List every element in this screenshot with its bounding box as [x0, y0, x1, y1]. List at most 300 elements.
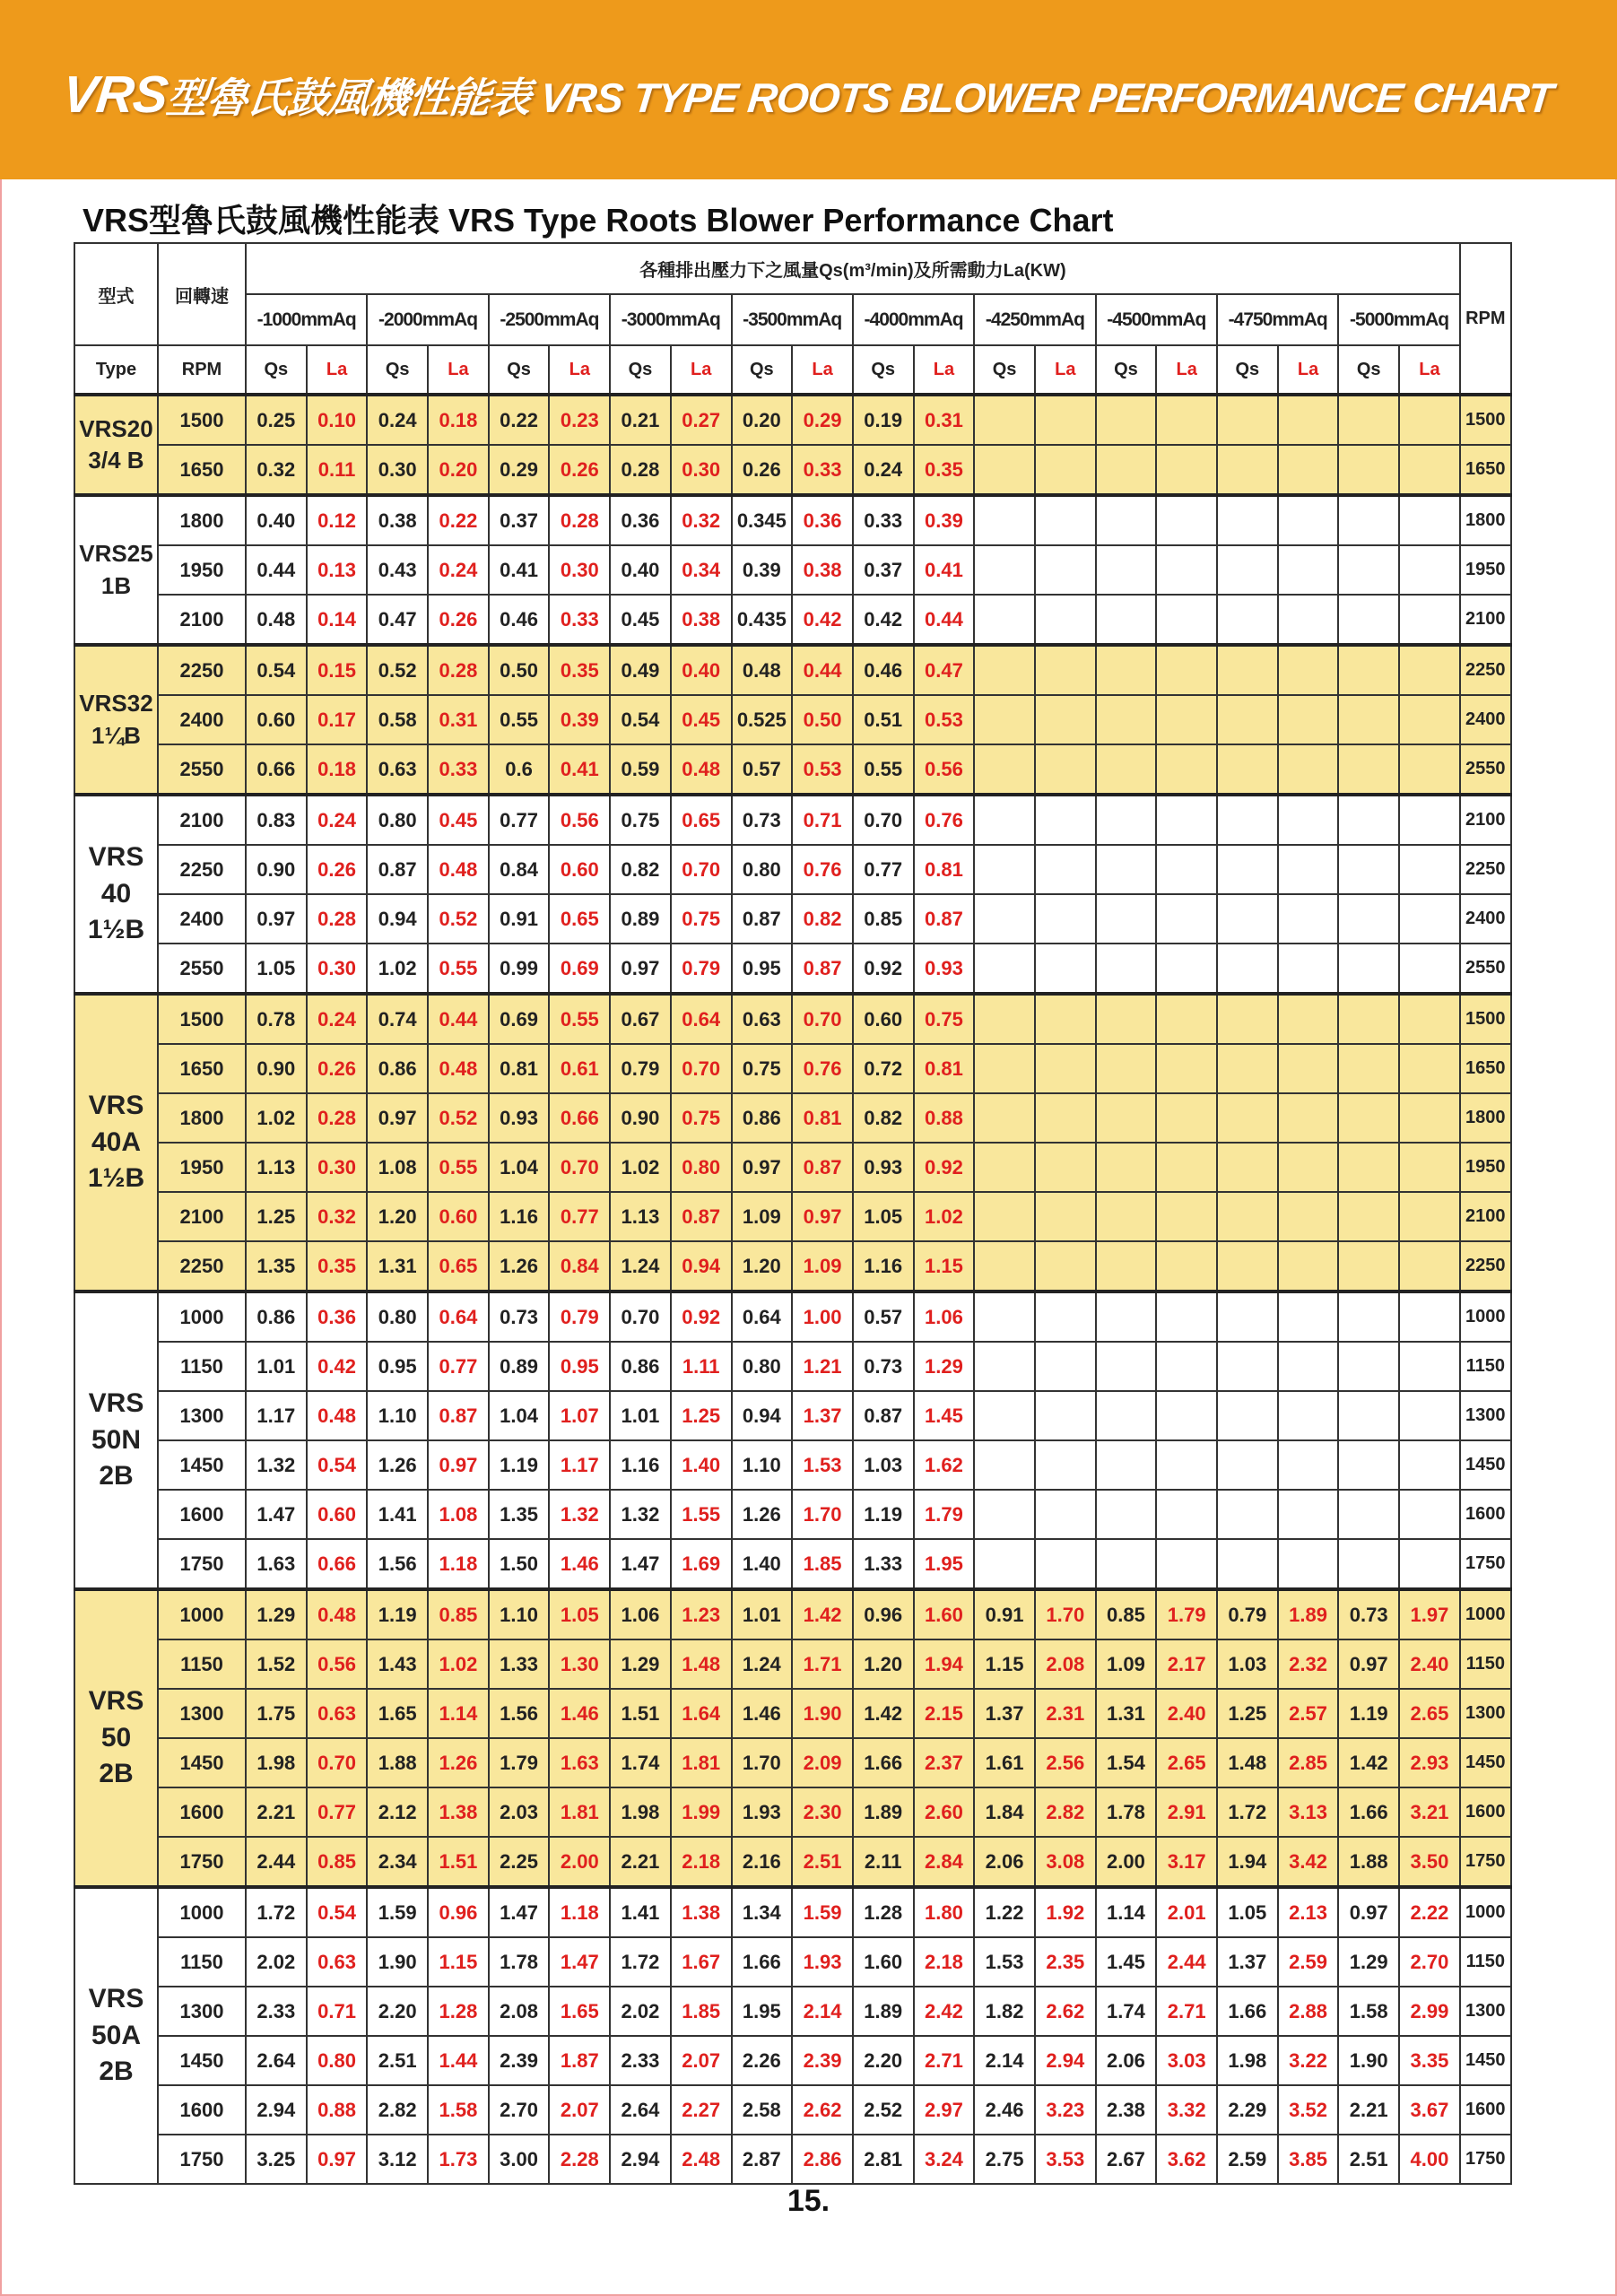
la-value-cell	[1399, 1391, 1460, 1440]
qs-value-cell: 1.42	[853, 1689, 914, 1738]
la-value-cell: 0.56	[914, 744, 975, 795]
qs-value-cell	[1338, 1391, 1399, 1440]
qs-value-cell: 0.60	[853, 994, 914, 1044]
model-type-cell	[74, 1292, 158, 1589]
qs-value-cell: 1.40	[732, 1539, 793, 1589]
rpm-right-cell: 1650	[1460, 445, 1511, 495]
qs-value-cell: 1.19	[853, 1490, 914, 1539]
la-value-cell: 1.38	[671, 1887, 732, 1937]
qs-value-cell	[1217, 744, 1278, 795]
rpm-cell: 1600	[158, 1787, 246, 1837]
la-value-cell	[1399, 994, 1460, 1044]
rpm-cell: 2100	[158, 795, 246, 845]
table-row	[74, 545, 1511, 595]
qs-value-cell: 1.65	[367, 1689, 428, 1738]
qs-value-cell	[974, 795, 1035, 845]
qs-value-cell	[974, 1093, 1035, 1143]
qs-value-cell: 0.79	[610, 1044, 671, 1093]
la-value-cell: 0.85	[428, 1589, 489, 1639]
la-value-cell: 0.79	[671, 944, 732, 994]
qs-value-cell: 0.60	[246, 695, 307, 744]
qs-value-cell: 2.12	[367, 1787, 428, 1837]
qs-value-cell: 0.54	[246, 645, 307, 695]
la-value-cell: 0.24	[428, 545, 489, 595]
la-value-cell: 1.79	[1156, 1589, 1217, 1639]
rpm-right-cell: 2100	[1460, 1192, 1511, 1241]
la-value-cell: 1.42	[792, 1589, 853, 1639]
la-value-cell: 0.24	[307, 994, 368, 1044]
qs-value-cell: 1.29	[246, 1589, 307, 1639]
la-value-cell: 1.59	[792, 1887, 853, 1937]
la-value-cell: 2.42	[914, 1987, 975, 2036]
qs-value-cell: 0.80	[732, 1342, 793, 1391]
model-type-line: VRS20	[79, 414, 153, 442]
la-value-cell: 2.59	[1278, 1937, 1339, 1987]
la-value-cell	[1156, 1490, 1217, 1539]
qs-value-cell	[1217, 1093, 1278, 1143]
qs-value-cell: 0.81	[489, 1044, 550, 1093]
la-value-cell	[1278, 695, 1339, 744]
qs-value-cell: 0.19	[853, 395, 914, 445]
rpm-cell: 2550	[158, 944, 246, 994]
la-header: La	[1035, 345, 1096, 395]
qs-value-cell: 0.97	[610, 944, 671, 994]
la-value-cell: 1.97	[1399, 1589, 1460, 1639]
qs-value-cell: 0.75	[732, 1044, 793, 1093]
table-row	[74, 1987, 1511, 2036]
qs-value-cell: 2.08	[489, 1987, 550, 2036]
qs-value-cell: 2.51	[367, 2036, 428, 2085]
model-type-line: 50A	[91, 2020, 142, 2050]
rpm-right-cell: 1450	[1460, 1738, 1511, 1787]
qs-value-cell: 0.30	[367, 445, 428, 495]
table-row	[74, 1044, 1511, 1093]
la-value-cell	[1156, 695, 1217, 744]
la-value-cell	[1156, 1539, 1217, 1589]
qs-value-cell: 0.97	[246, 894, 307, 944]
qs-value-cell: 2.29	[1217, 2085, 1278, 2135]
la-value-cell: 1.70	[1035, 1589, 1096, 1639]
qs-value-cell: 0.77	[853, 845, 914, 894]
qs-value-cell: 2.20	[367, 1987, 428, 2036]
la-value-cell: 1.94	[914, 1639, 975, 1689]
qs-value-cell	[1338, 1143, 1399, 1192]
la-value-cell: 2.39	[792, 2036, 853, 2085]
qs-value-cell	[1096, 1093, 1157, 1143]
la-value-cell	[1278, 994, 1339, 1044]
qs-value-cell: 0.87	[367, 845, 428, 894]
la-value-cell: 0.30	[671, 445, 732, 495]
rpm-right-cell: 1750	[1460, 1539, 1511, 1589]
qs-value-cell: 1.29	[1338, 1937, 1399, 1987]
la-value-cell: 2.51	[792, 1837, 853, 1887]
qs-value-cell: 0.78	[246, 994, 307, 1044]
qs-value-cell: 0.50	[489, 645, 550, 695]
qs-value-cell: 1.05	[246, 944, 307, 994]
la-value-cell	[1156, 845, 1217, 894]
rpm-cell: 2550	[158, 744, 246, 795]
qs-value-cell: 1.66	[732, 1937, 793, 1987]
la-value-cell: 0.15	[307, 645, 368, 695]
model-type-line: VRS	[88, 1091, 144, 1121]
qs-value-cell: 1.10	[489, 1589, 550, 1639]
la-value-cell: 0.71	[792, 795, 853, 845]
rpm-cell: 2400	[158, 695, 246, 744]
qs-value-cell	[1217, 445, 1278, 495]
qs-value-cell: 1.82	[974, 1987, 1035, 2036]
qs-value-cell: 1.26	[489, 1241, 550, 1292]
model-type-line: 1¼B	[91, 721, 141, 749]
la-value-cell: 0.22	[428, 495, 489, 545]
la-value-cell: 1.90	[792, 1689, 853, 1738]
la-value-cell: 0.30	[549, 545, 610, 595]
la-value-cell: 1.51	[428, 1837, 489, 1887]
la-value-cell: 0.14	[307, 595, 368, 645]
qs-value-cell: 0.36	[610, 495, 671, 545]
qs-value-cell: 1.31	[367, 1241, 428, 1292]
la-value-cell: 1.29	[914, 1342, 975, 1391]
qs-value-cell	[1338, 1044, 1399, 1093]
rpm-cell: 2400	[158, 894, 246, 944]
qs-value-cell: 2.59	[1217, 2135, 1278, 2184]
la-value-cell: 2.71	[1156, 1987, 1217, 2036]
la-value-cell: 1.09	[792, 1241, 853, 1292]
qs-value-cell: 0.73	[489, 1292, 550, 1342]
qs-value-cell: 3.00	[489, 2135, 550, 2184]
la-value-cell: 2.18	[671, 1837, 732, 1887]
rpm-cell: 1450	[158, 1440, 246, 1490]
la-value-cell: 0.30	[307, 1143, 368, 1192]
pressure-header: -2500mmAq	[489, 294, 610, 345]
pressure-header: -4750mmAq	[1217, 294, 1338, 345]
qs-value-cell: 1.93	[732, 1787, 793, 1837]
table-row	[74, 695, 1511, 744]
qs-value-cell: 0.26	[732, 445, 793, 495]
model-type-line: 50N	[91, 1424, 142, 1455]
rpm-cell: 1500	[158, 994, 246, 1044]
qs-value-cell: 3.25	[246, 2135, 307, 2184]
model-type-line: 1½B	[87, 915, 145, 945]
qs-value-cell: 0.94	[732, 1391, 793, 1440]
la-value-cell: 0.79	[549, 1292, 610, 1342]
rpm-cell: 2250	[158, 645, 246, 695]
qs-value-cell	[1338, 894, 1399, 944]
qs-value-cell: 2.38	[1096, 2085, 1157, 2135]
qs-value-cell	[1096, 744, 1157, 795]
qs-value-cell	[1217, 695, 1278, 744]
pressure-header: -1000mmAq	[246, 294, 367, 345]
la-value-cell: 0.60	[307, 1490, 368, 1539]
qs-header: Qs	[246, 345, 307, 395]
qs-value-cell: 0.91	[489, 894, 550, 944]
rpm-cell: 1450	[158, 1738, 246, 1787]
la-value-cell	[1156, 994, 1217, 1044]
la-value-cell: 1.46	[549, 1689, 610, 1738]
qs-value-cell: 1.17	[246, 1391, 307, 1440]
rpm-cell: 2250	[158, 1241, 246, 1292]
qs-value-cell: 0.80	[367, 795, 428, 845]
la-value-cell	[1156, 595, 1217, 645]
qs-value-cell: 1.47	[610, 1539, 671, 1589]
la-value-cell: 0.35	[549, 645, 610, 695]
la-value-cell: 1.37	[792, 1391, 853, 1440]
la-value-cell: 1.92	[1035, 1887, 1096, 1937]
qs-value-cell: 0.42	[853, 595, 914, 645]
la-value-cell: 1.47	[549, 1937, 610, 1987]
la-value-cell: 2.14	[792, 1987, 853, 2036]
qs-value-cell: 2.00	[1096, 1837, 1157, 1887]
model-type-line: VRS	[88, 1388, 144, 1419]
la-value-cell: 0.33	[549, 595, 610, 645]
model-type-line: 40A	[91, 1126, 142, 1157]
rpm-right-cell: 1300	[1460, 1391, 1511, 1440]
rpm-cell: 1300	[158, 1689, 246, 1738]
la-value-cell: 2.60	[914, 1787, 975, 1837]
la-value-cell: 0.18	[428, 395, 489, 445]
rpm-right-cell: 1150	[1460, 1639, 1511, 1689]
qs-value-cell: 2.51	[1338, 2135, 1399, 2184]
qs-value-cell: 1.50	[489, 1539, 550, 1589]
banner-title-prefix: VRS	[59, 65, 170, 124]
table-row	[74, 1241, 1511, 1292]
la-value-cell: 2.84	[914, 1837, 975, 1887]
la-value-cell: 1.70	[792, 1490, 853, 1539]
la-value-cell: 0.44	[914, 595, 975, 645]
qs-value-cell: 0.97	[1338, 1639, 1399, 1689]
rpm-right-cell: 2550	[1460, 944, 1511, 994]
qs-header: Qs	[974, 345, 1035, 395]
la-value-cell	[1278, 744, 1339, 795]
qs-value-cell	[1217, 795, 1278, 845]
qs-value-cell: 0.82	[853, 1093, 914, 1143]
qs-value-cell: 1.89	[853, 1787, 914, 1837]
qs-value-cell	[974, 645, 1035, 695]
table-row	[74, 944, 1511, 994]
la-value-cell	[1278, 1391, 1339, 1440]
rpm-right-cell: 1300	[1460, 1987, 1511, 2036]
la-value-cell: 2.28	[549, 2135, 610, 2184]
la-value-cell: 0.87	[792, 1143, 853, 1192]
la-value-cell: 1.65	[549, 1987, 610, 2036]
qs-value-cell: 1.09	[732, 1192, 793, 1241]
la-value-cell	[1399, 1292, 1460, 1342]
qs-value-cell: 1.16	[610, 1440, 671, 1490]
qs-value-cell: 1.75	[246, 1689, 307, 1738]
la-value-cell: 1.87	[549, 2036, 610, 2085]
qs-header: Qs	[732, 345, 793, 395]
qs-value-cell: 1.60	[853, 1937, 914, 1987]
la-value-cell	[1399, 1539, 1460, 1589]
rpm-cell: 1000	[158, 1589, 246, 1639]
qs-value-cell: 1.22	[974, 1887, 1035, 1937]
la-value-cell: 0.34	[671, 545, 732, 595]
qs-value-cell: 0.24	[853, 445, 914, 495]
qs-value-cell: 1.06	[610, 1589, 671, 1639]
la-value-cell: 2.13	[1278, 1887, 1339, 1937]
qs-value-cell: 0.97	[367, 1093, 428, 1143]
qs-header: Qs	[1217, 345, 1278, 395]
qs-value-cell: 0.85	[853, 894, 914, 944]
qs-value-cell: 0.6	[489, 744, 550, 795]
la-value-cell: 1.73	[428, 2135, 489, 2184]
qs-value-cell: 1.78	[489, 1937, 550, 1987]
rpm-cell: 1750	[158, 2135, 246, 2184]
la-value-cell: 0.23	[549, 395, 610, 445]
la-value-cell: 1.63	[549, 1738, 610, 1787]
qs-value-cell	[1096, 845, 1157, 894]
qs-value-cell: 1.05	[1217, 1887, 1278, 1937]
qs-value-cell	[1338, 795, 1399, 845]
rpm-right-cell: 1150	[1460, 1937, 1511, 1987]
table-row	[74, 1192, 1511, 1241]
la-value-cell: 1.81	[549, 1787, 610, 1837]
qs-value-cell	[1096, 1292, 1157, 1342]
la-value-cell: 0.76	[792, 1044, 853, 1093]
qs-value-cell	[1338, 1490, 1399, 1539]
la-header: La	[914, 345, 975, 395]
qs-value-cell: 1.01	[610, 1391, 671, 1440]
banner-title-rest: 型魯氏鼓風機性能表 VRS TYPE ROOTS BLOWER PERFORMANCE CHART	[164, 74, 1555, 121]
la-value-cell	[1278, 1192, 1339, 1241]
qs-value-cell	[1096, 1490, 1157, 1539]
la-value-cell: 2.97	[914, 2085, 975, 2135]
qs-value-cell: 2.16	[732, 1837, 793, 1887]
rpm-header-en: RPM	[158, 345, 246, 395]
la-value-cell	[1278, 894, 1339, 944]
qs-value-cell	[974, 1539, 1035, 1589]
la-value-cell	[1399, 495, 1460, 545]
la-value-cell: 2.65	[1399, 1689, 1460, 1738]
rpm-right-cell: 2100	[1460, 595, 1511, 645]
qs-value-cell: 0.57	[853, 1292, 914, 1342]
la-value-cell: 3.52	[1278, 2085, 1339, 2135]
qs-value-cell: 2.33	[610, 2036, 671, 2085]
type-header-en: Type	[74, 345, 158, 395]
la-value-cell: 0.65	[671, 795, 732, 845]
qs-value-cell: 1.35	[246, 1241, 307, 1292]
qs-value-cell: 0.82	[610, 845, 671, 894]
qs-value-cell	[1096, 645, 1157, 695]
la-value-cell: 0.87	[671, 1192, 732, 1241]
la-value-cell: 1.44	[428, 2036, 489, 2085]
qs-value-cell	[1338, 1539, 1399, 1589]
qs-value-cell	[974, 894, 1035, 944]
qs-value-cell: 1.51	[610, 1689, 671, 1738]
la-header: La	[549, 345, 610, 395]
la-value-cell: 0.33	[428, 744, 489, 795]
table-row	[74, 1589, 1511, 1639]
qs-value-cell: 2.33	[246, 1987, 307, 2036]
la-value-cell: 2.22	[1399, 1887, 1460, 1937]
rpm-right-cell: 1750	[1460, 2135, 1511, 2184]
la-value-cell: 0.32	[307, 1192, 368, 1241]
qs-value-cell: 0.47	[367, 595, 428, 645]
la-value-cell	[1156, 1342, 1217, 1391]
qs-value-cell: 0.37	[853, 545, 914, 595]
qs-value-cell: 1.32	[246, 1440, 307, 1490]
rpm-right-cell: 1600	[1460, 1787, 1511, 1837]
qs-value-cell: 1.31	[1096, 1689, 1157, 1738]
la-value-cell	[1278, 944, 1339, 994]
la-value-cell: 1.17	[549, 1440, 610, 1490]
rpm-right-cell: 1450	[1460, 1440, 1511, 1490]
qs-value-cell: 1.29	[610, 1639, 671, 1689]
qs-value-cell	[974, 1044, 1035, 1093]
qs-value-cell	[974, 395, 1035, 445]
la-value-cell: 0.60	[549, 845, 610, 894]
qs-value-cell	[1338, 744, 1399, 795]
rpm-right-cell: 1600	[1460, 1490, 1511, 1539]
la-value-cell: 0.28	[549, 495, 610, 545]
rpm-cell: 1750	[158, 1837, 246, 1887]
table-row	[74, 1143, 1511, 1192]
pressure-header: -3500mmAq	[732, 294, 853, 345]
rpm-cell: 1300	[158, 1987, 246, 2036]
qs-value-cell: 0.40	[246, 495, 307, 545]
la-value-cell: 1.38	[428, 1787, 489, 1837]
la-value-cell	[1399, 1490, 1460, 1539]
rpm-right-cell: 1450	[1460, 2036, 1511, 2085]
qs-value-cell	[1217, 845, 1278, 894]
qs-value-cell	[974, 695, 1035, 744]
la-value-cell: 0.30	[307, 944, 368, 994]
qs-value-cell: 2.52	[853, 2085, 914, 2135]
la-value-cell: 3.03	[1156, 2036, 1217, 2085]
la-value-cell	[1156, 744, 1217, 795]
qs-value-cell: 0.83	[246, 795, 307, 845]
model-type-line: 2B	[99, 1461, 134, 1492]
model-type-line: 3/4 B	[88, 447, 144, 474]
la-value-cell: 0.63	[307, 1689, 368, 1738]
qs-value-cell	[1096, 894, 1157, 944]
qs-value-cell	[1338, 1292, 1399, 1342]
qs-value-cell: 0.41	[489, 545, 550, 595]
la-value-cell: 2.93	[1399, 1738, 1460, 1787]
rpm-cell: 1800	[158, 495, 246, 545]
la-value-cell: 0.26	[307, 1044, 368, 1093]
rpm-cell: 1500	[158, 395, 246, 445]
qs-value-cell: 2.94	[246, 2085, 307, 2135]
page-number: 15.	[787, 2184, 830, 2218]
table-row	[74, 1738, 1511, 1787]
la-value-cell	[1156, 1440, 1217, 1490]
qs-value-cell: 0.37	[489, 495, 550, 545]
model-type-line: 2B	[99, 1759, 134, 1789]
la-value-cell: 0.55	[549, 994, 610, 1044]
la-value-cell	[1035, 1093, 1096, 1143]
qs-value-cell: 1.24	[732, 1639, 793, 1689]
la-value-cell: 0.41	[914, 545, 975, 595]
qs-value-cell	[974, 595, 1035, 645]
qs-value-cell: 2.39	[489, 2036, 550, 2085]
la-value-cell	[1278, 1241, 1339, 1292]
la-value-cell: 0.29	[792, 395, 853, 445]
la-value-cell	[1399, 1192, 1460, 1241]
qs-value-cell	[974, 1241, 1035, 1292]
la-value-cell: 2.82	[1035, 1787, 1096, 1837]
la-value-cell: 0.28	[307, 894, 368, 944]
la-value-cell: 0.39	[549, 695, 610, 744]
qs-value-cell: 2.02	[246, 1937, 307, 1987]
qs-value-cell: 0.86	[246, 1292, 307, 1342]
la-value-cell	[1399, 595, 1460, 645]
qs-value-cell: 0.38	[367, 495, 428, 545]
qs-value-cell	[1217, 1342, 1278, 1391]
qs-value-cell: 1.74	[610, 1738, 671, 1787]
qs-value-cell	[1217, 1539, 1278, 1589]
rpm-right-cell: 1650	[1460, 1044, 1511, 1093]
la-value-cell: 0.87	[792, 944, 853, 994]
